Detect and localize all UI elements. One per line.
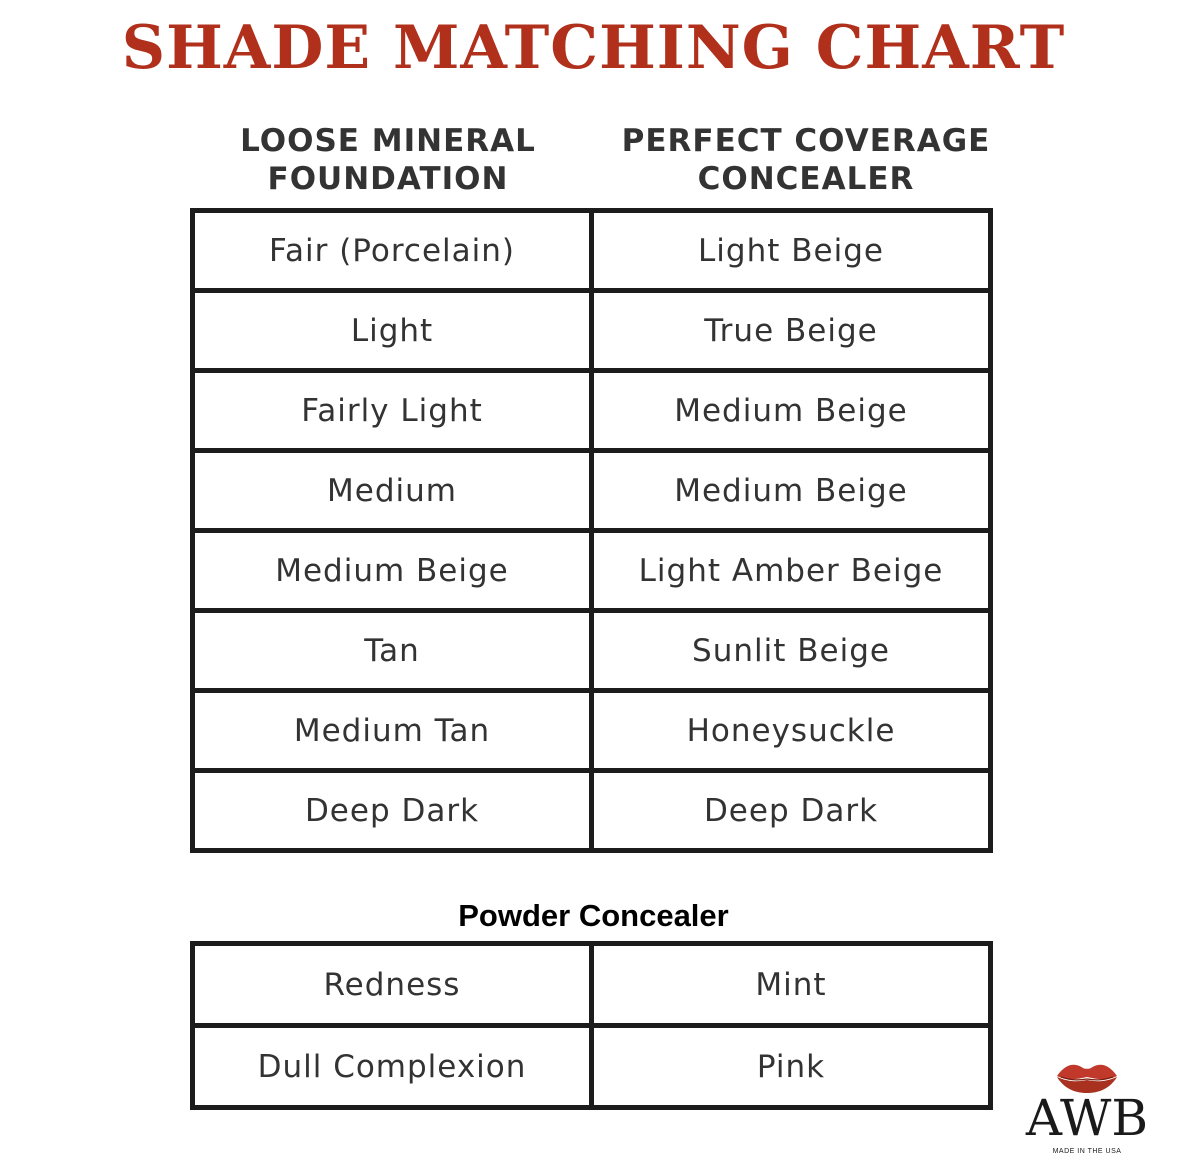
table-row [193,451,991,531]
page-title: SHADE MATCHING CHART [121,13,1066,83]
powder-concealer-title: Powder Concealer [458,898,729,933]
foundation-shade-cell: Tan [193,611,592,691]
powder-shade-cell: Mint [592,944,991,1026]
logo-wordmark: AWB [1025,1089,1149,1147]
foundation-shade-cell: Deep Dark [193,771,592,851]
column-header-concealer-line2: CONCEALER [697,161,915,197]
concealer-shade-cell: Light Beige [592,211,991,291]
table-row [193,371,991,451]
column-header-concealer [606,122,1006,198]
table-row [193,771,991,851]
table-row [193,211,991,291]
foundation-shade-cell: Medium Tan [193,691,592,771]
powder-shade-cell: Pink [592,1026,991,1108]
foundation-shade-cell: Medium Beige [193,531,592,611]
concealer-shade-cell: Light Amber Beige [592,531,991,611]
column-header-concealer-line1: PERFECT COVERAGE [621,123,991,159]
foundation-shade-cell: Fairly Light [193,371,592,451]
column-header-foundation-line2: FOUNDATION [267,161,509,197]
powder-concealer-table [190,941,993,1110]
concern-cell: Dull Complexion [193,1026,592,1108]
shade-matching-table [190,208,993,853]
table-row [193,944,991,1026]
table-row [193,291,991,371]
concealer-shade-cell: Sunlit Beige [592,611,991,691]
table-row [193,611,991,691]
table-row [193,691,991,771]
column-header-foundation-line1: LOOSE MINERAL [240,123,536,159]
foundation-shade-cell: Fair (Porcelain) [193,211,592,291]
table-row [193,1026,991,1108]
foundation-shade-cell: Light [193,291,592,371]
foundation-shade-cell: Medium [193,451,592,531]
concealer-shade-cell: Deep Dark [592,771,991,851]
concealer-shade-cell: True Beige [592,291,991,371]
concealer-shade-cell: Medium Beige [592,371,991,451]
brand-logo [1012,1060,1162,1165]
concealer-shade-cell: Honeysuckle [592,691,991,771]
table-row [193,531,991,611]
concern-cell: Redness [193,944,592,1026]
concealer-shade-cell: Medium Beige [592,451,991,531]
column-header-foundation [188,122,588,198]
logo-tagline: MADE IN THE USA [1052,1148,1122,1155]
